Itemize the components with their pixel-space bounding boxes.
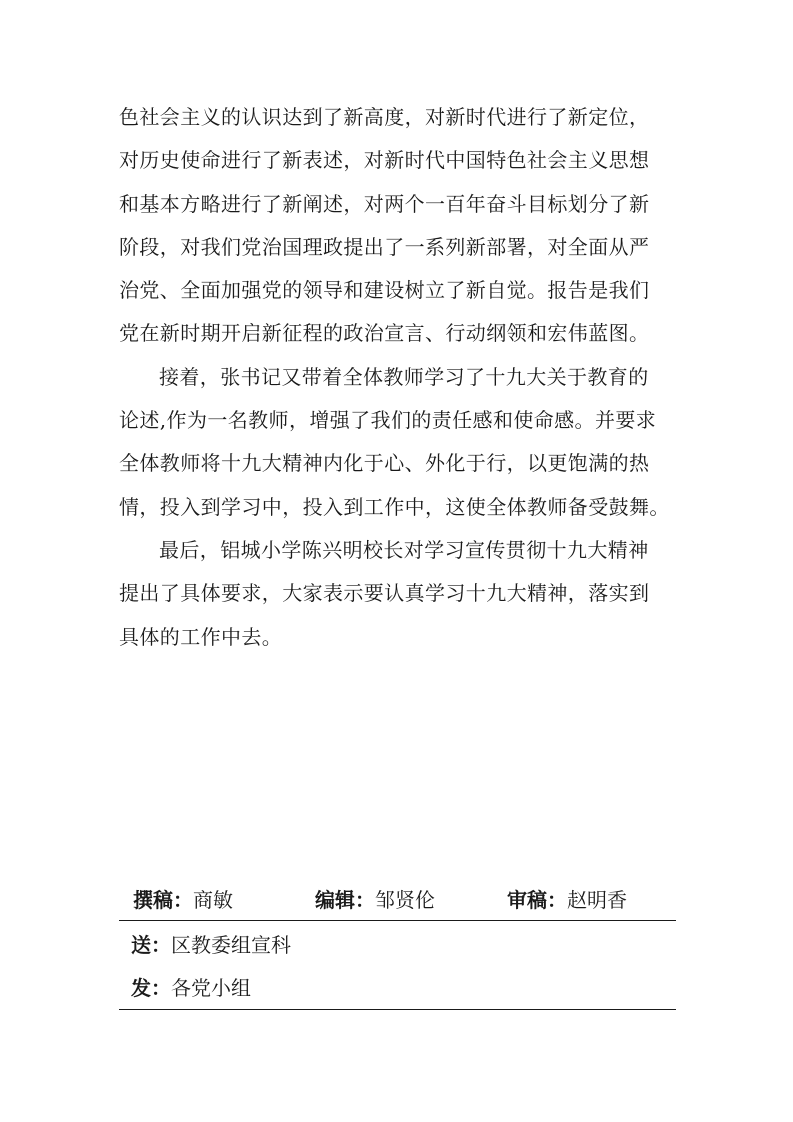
paragraph-line: 提出了具体要求，大家表示要认真学习十九大精神，落实到 xyxy=(119,581,650,606)
paragraph-line: 接着，张书记又带着全体教师学习了十九大关于教育的 xyxy=(159,364,649,389)
editor-name: 邹贤伦 xyxy=(375,888,435,912)
distribute-label: 发： xyxy=(131,976,171,1000)
paragraph-line: 全体教师将十九大精神内化于心、外化于行，以更饱满的热 xyxy=(119,451,650,476)
distribute-row xyxy=(119,968,676,1008)
paragraph-line: 治党、全面加强党的领导和建设树立了新自觉。报告是我们 xyxy=(119,278,650,303)
article-body xyxy=(119,96,679,659)
paragraph-line: 对历史使命进行了新表述，对新时代中国特色社会主义思想 xyxy=(119,148,650,173)
author-label: 撰稿： xyxy=(133,888,193,912)
paragraph-line: 论述,作为一名教师，增强了我们的责任感和使命感。并要求 xyxy=(119,408,657,433)
paragraph-line: 色社会主义的认识达到了新高度，对新时代进行了新定位， xyxy=(119,105,650,129)
paragraph-line: 情，投入到学习中，投入到工作中，这使全体教师备受鼓舞。 xyxy=(119,494,670,519)
editor-credit xyxy=(315,880,435,920)
editor-label: 编辑： xyxy=(315,888,375,912)
distribute-value: 各党小组 xyxy=(171,976,251,1000)
credits-row xyxy=(119,880,676,920)
author-credit xyxy=(133,880,233,920)
divider-line-bottom xyxy=(119,1009,676,1010)
paragraph-line: 党在新时期开启新征程的政治宣言、行动纲领和宏伟蓝图。 xyxy=(119,321,650,346)
paragraph-line: 最后，铝城小学陈兴明校长对学习宣传贯彻十九大精神 xyxy=(159,537,649,562)
reviewer-credit xyxy=(507,880,627,920)
send-to-value: 区教委组宣科 xyxy=(171,933,291,957)
divider-line xyxy=(119,920,676,921)
author-name: 商敏 xyxy=(193,888,233,912)
paragraph-line: 阶段，对我们党治国理政提出了一系列新部署，对全面从严 xyxy=(119,234,650,259)
send-to-label: 送： xyxy=(131,933,171,957)
reviewer-name: 赵明香 xyxy=(567,888,627,912)
paragraph-line: 和基本方略进行了新阐述，对两个一百年奋斗目标划分了新 xyxy=(119,191,650,216)
document-footer xyxy=(119,880,676,1010)
reviewer-label: 审稿： xyxy=(507,888,567,912)
paragraph-line: 具体的工作中去。 xyxy=(119,624,283,649)
send-to-row xyxy=(119,925,676,965)
